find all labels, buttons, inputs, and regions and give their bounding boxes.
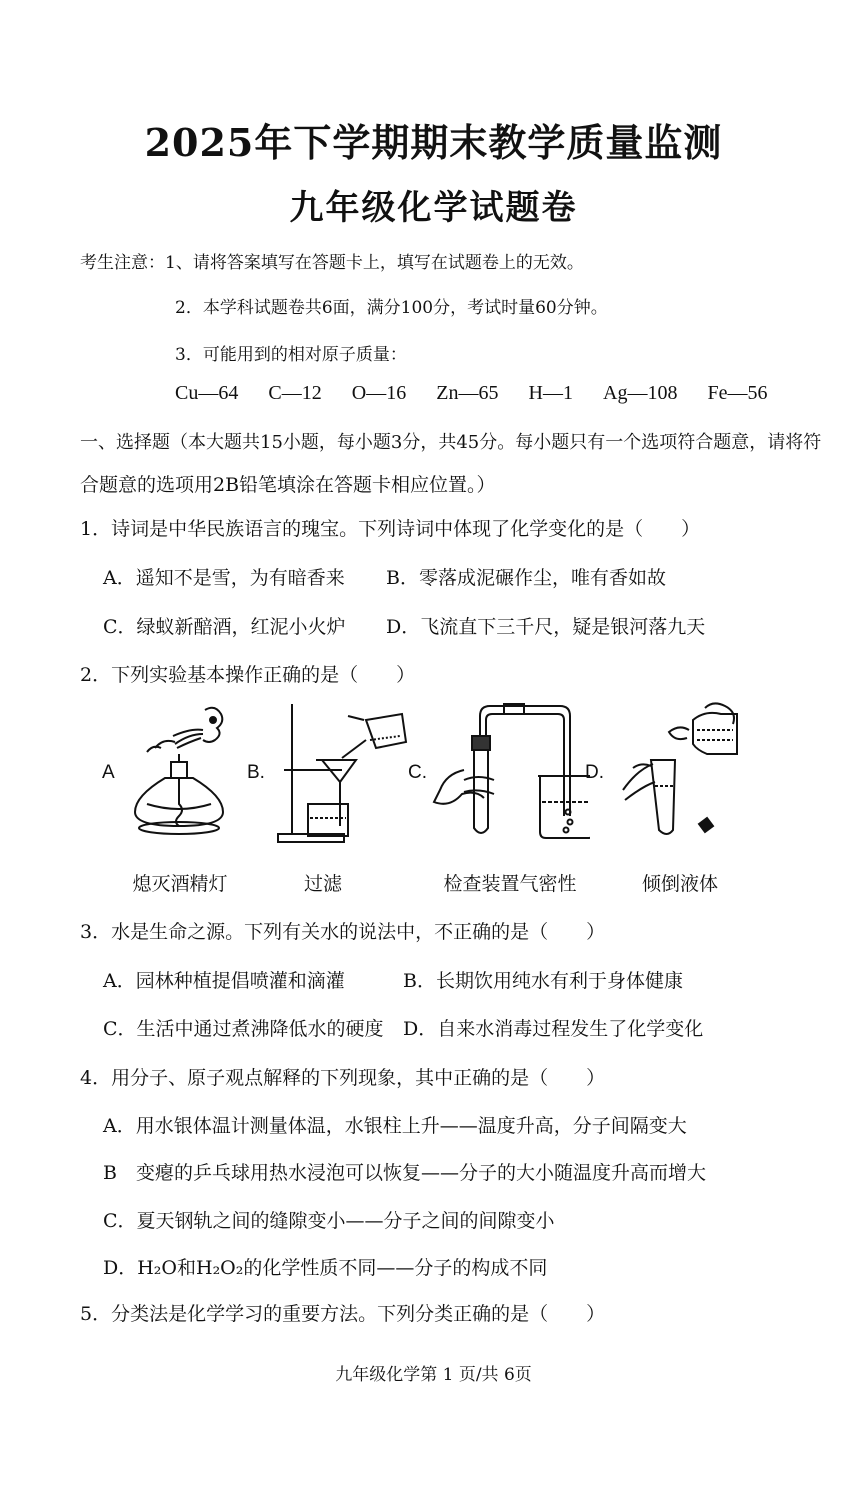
section-1-heading-cont: 合题意的选项用2B铅笔填涂在答题卡相应位置。） — [80, 474, 496, 496]
mass-fe: Fe—56 — [707, 382, 768, 404]
question-4-option-b: B 变瘪的乒乓球用热水浸泡可以恢复——分子的大小随温度升高而增大 — [103, 1162, 706, 1184]
section-1-heading: 一、选择题（本大题共15小题，每小题3分，共45分。每小题只有一个选项符合题意，请将符 — [80, 432, 822, 453]
atomic-masses — [175, 382, 792, 405]
question-5-stem: 5．分类法是化学学习的重要方法。下列分类正确的是（ ） — [80, 1303, 606, 1325]
question-4-stem: 4．用分子、原子观点解释的下列现象，其中正确的是（ ） — [80, 1067, 606, 1089]
question-1-stem: 1．诗词是中华民族语言的瑰宝。下列诗词中体现了化学变化的是（ ） — [80, 518, 701, 540]
page-title: 2025年下学期期末教学质量监测 — [144, 120, 723, 165]
question-2-stem: 2．下列实验基本操作正确的是（ ） — [80, 664, 416, 686]
question-3-stem: 3．水是生命之源。下列有关水的说法中，不正确的是（ ） — [80, 921, 606, 943]
notice-item-2: 2．本学科试题卷共6面，满分100分，考试时量60分钟。 — [175, 298, 608, 318]
notice-item-1: 1、请将答案填写在答题卡上，填写在试题卷上的无效。 — [165, 253, 584, 273]
page-subtitle: 九年级化学试题卷 — [289, 188, 578, 228]
notice-item-3: 3．可能用到的相对原子质量： — [175, 345, 407, 365]
question-3-option-b: B．长期饮用纯水有利于身体健康 — [403, 970, 683, 992]
alcohol-lamp-blow-figure — [125, 700, 235, 845]
question-4-option-a: A．用水银体温计测量体温，水银柱上升——温度升高，分子间隔变大 — [103, 1115, 687, 1137]
mass-h: H—1 — [528, 382, 573, 404]
question-3-option-a: A．园林种植提倡喷灌和滴灌 — [103, 970, 345, 992]
page-footer: 九年级化学第 1 页/共 6页 — [335, 1365, 532, 1385]
filtration-figure — [270, 700, 410, 845]
pouring-liquid-figure — [615, 700, 755, 845]
figure-caption-a: 熄灭酒精灯 — [132, 873, 228, 895]
figure-caption-b: 过滤 — [303, 873, 342, 895]
question-1-option-a: A．遥知不是雪，为有暗香来 — [103, 567, 345, 589]
mass-o: O—16 — [351, 382, 407, 404]
notice-label: 考生注意： — [80, 253, 165, 273]
mass-ag: Ag—108 — [603, 382, 678, 404]
question-3-option-d: D．自来水消毒过程发生了化学变化 — [403, 1018, 704, 1040]
mass-cu: Cu—64 — [175, 382, 239, 404]
figure-caption-c: 检查装置气密性 — [443, 873, 577, 895]
question-1-option-d: D．飞流直下三千尺，疑是银河落九天 — [386, 616, 706, 638]
figure-letter-c: C. — [408, 762, 427, 783]
question-1-option-c: C．绿蚁新醅酒，红泥小火炉 — [103, 616, 346, 638]
mass-zn: Zn—65 — [436, 382, 499, 404]
mass-c: C—12 — [268, 382, 322, 404]
figure-letter-d: D. — [585, 762, 604, 783]
question-3-option-c: C．生活中通过煮沸降低水的硬度 — [103, 1018, 384, 1040]
airtightness-check-figure — [430, 700, 590, 845]
question-4-option-c: C．夏天钢轨之间的缝隙变小——分子之间的间隙变小 — [103, 1210, 555, 1232]
figure-letter-a: A — [102, 762, 115, 783]
question-1-option-b: B．零落成泥碾作尘，唯有香如故 — [386, 567, 666, 589]
notice-line-1 — [80, 248, 584, 273]
question-4-option-d: D．H₂O和H₂O₂的化学性质不同——分子的构成不同 — [103, 1257, 548, 1279]
figure-letter-b: B. — [247, 762, 265, 783]
figure-caption-d: 倾倒液体 — [641, 873, 718, 895]
